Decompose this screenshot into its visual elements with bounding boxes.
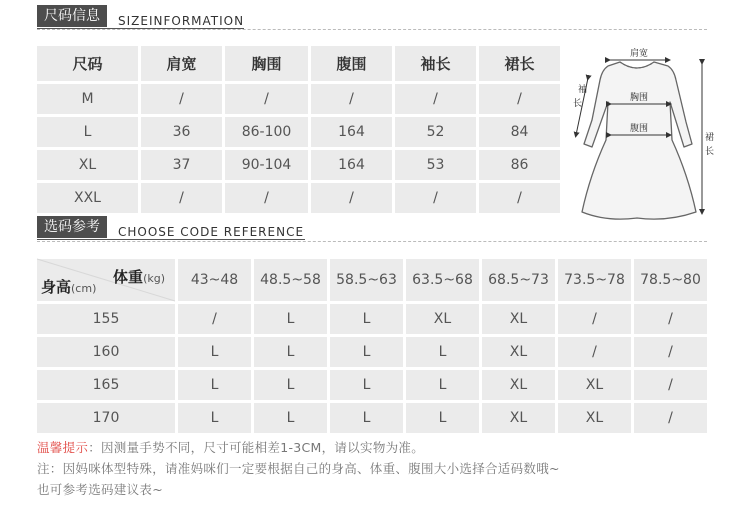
size-cell: / [479, 183, 560, 213]
diagram-sleeve-label-2: 长 [573, 99, 583, 109]
size-suggestion-cell: / [634, 337, 707, 367]
size-reference-table [34, 256, 710, 436]
height-axis-label: 身高(cm) [41, 278, 97, 296]
size-suggestion-cell: XL [482, 337, 555, 367]
size-suggestion-cell: XL [406, 304, 479, 334]
table-row [37, 304, 707, 334]
size-suggestion-cell: / [634, 304, 707, 334]
size-suggestion-cell: XL [558, 403, 631, 433]
size-cell: 37 [141, 150, 222, 180]
weight-range-cell: 48.5~58 [254, 259, 327, 301]
size-suggestion-cell: L [330, 304, 403, 334]
size-suggestion-cell: / [558, 337, 631, 367]
weight-range-cell: 43~48 [178, 259, 251, 301]
size-header-cell: 袖长 [395, 46, 476, 81]
size-cell: 84 [479, 117, 560, 147]
weight-range-cell: 68.5~73 [482, 259, 555, 301]
note-line-1: 注：因妈咪体型特殊，请准妈咪们一定要根据自己的身高、体重、腹围大小选择合适码数哦~ [37, 461, 560, 476]
size-suggestion-cell: L [178, 337, 251, 367]
size-suggestion-cell: / [558, 304, 631, 334]
weight-height-corner-cell [37, 259, 175, 301]
note-line-2: 也可参考选码建议表~ [37, 482, 163, 497]
size-suggestion-cell: XL [482, 403, 555, 433]
reference-header-row [37, 259, 707, 301]
weight-axis-label: 体重(kg) [113, 268, 165, 286]
size-suggestion-cell: L [406, 337, 479, 367]
size-suggestion-cell: XL [482, 370, 555, 400]
choose-code-header [37, 216, 707, 240]
size-suggestion-cell: L [330, 370, 403, 400]
size-suggestion-cell: / [178, 304, 251, 334]
size-cell: / [311, 183, 392, 213]
size-table [34, 43, 563, 216]
size-cell: 86-100 [225, 117, 308, 147]
height-cell: 165 [37, 370, 175, 400]
size-header-cell: 胸围 [225, 46, 308, 81]
height-cell: 155 [37, 304, 175, 334]
height-cell: 160 [37, 337, 175, 367]
tip-text: ：因测量手势不同，尺寸可能相差1-3CM，请以实物为准。 [88, 440, 425, 455]
weight-range-cell: 73.5~78 [558, 259, 631, 301]
diagram-length-label-1: 裙 [705, 133, 715, 143]
size-cell: / [225, 183, 308, 213]
size-cell: 86 [479, 150, 560, 180]
size-info-english-title: SIZEINFORMATION [118, 14, 245, 28]
size-table-header-row [37, 46, 560, 81]
divider-top [37, 29, 707, 30]
size-suggestion-cell: L [254, 304, 327, 334]
choose-code-rule [37, 239, 305, 240]
size-cell: 164 [311, 117, 392, 147]
notes-block [37, 437, 560, 500]
diagram-waist-label: 腹围 [630, 124, 649, 134]
size-cell: XL [37, 150, 138, 180]
tip-line [37, 437, 560, 458]
table-row [37, 117, 560, 147]
size-header-cell: 肩宽 [141, 46, 222, 81]
size-cell: L [37, 117, 138, 147]
size-cell: / [395, 183, 476, 213]
size-cell: 36 [141, 117, 222, 147]
dress-outline [582, 62, 696, 219]
size-cell: M [37, 84, 138, 114]
table-row [37, 403, 707, 433]
size-cell: / [141, 183, 222, 213]
size-suggestion-cell: L [178, 370, 251, 400]
diagram-shoulder-label: 肩宽 [630, 49, 649, 59]
size-suggestion-cell: / [634, 403, 707, 433]
size-info-header [37, 5, 707, 29]
size-cell: 52 [395, 117, 476, 147]
weight-range-cell: 63.5~68 [406, 259, 479, 301]
dress-measurement-diagram [562, 40, 715, 225]
weight-range-cell: 78.5~80 [634, 259, 707, 301]
height-cell: 170 [37, 403, 175, 433]
size-suggestion-cell: L [406, 370, 479, 400]
size-cell: / [225, 84, 308, 114]
size-suggestion-cell: L [254, 370, 327, 400]
size-cell: 90-104 [225, 150, 308, 180]
choose-code-tag: 选码参考 [37, 216, 107, 238]
table-row [37, 84, 560, 114]
size-suggestion-cell: L [330, 403, 403, 433]
table-row [37, 183, 560, 213]
size-cell: / [311, 84, 392, 114]
choose-code-english-title: CHOOSE CODE REFERENCE [118, 225, 305, 239]
size-suggestion-cell: L [254, 337, 327, 367]
size-header-cell: 裙长 [479, 46, 560, 81]
diagram-length-label-2: 长 [705, 147, 715, 157]
size-cell: / [395, 84, 476, 114]
size-header-cell: 尺码 [37, 46, 138, 81]
table-row [37, 150, 560, 180]
size-suggestion-cell: XL [482, 304, 555, 334]
size-cell: XXL [37, 183, 138, 213]
table-row [37, 370, 707, 400]
divider-middle [37, 241, 707, 242]
size-suggestion-cell: L [330, 337, 403, 367]
diagram-bust-label: 胸围 [630, 93, 649, 103]
size-suggestion-cell: L [406, 403, 479, 433]
weight-range-cell: 58.5~63 [330, 259, 403, 301]
tip-label: 温馨提示 [37, 440, 89, 455]
diagram-sleeve-label-1: 袖 [578, 85, 588, 95]
size-info-tag: 尺码信息 [37, 5, 107, 27]
size-suggestion-cell: L [178, 403, 251, 433]
size-suggestion-cell: XL [558, 370, 631, 400]
size-header-cell: 腹围 [311, 46, 392, 81]
table-row [37, 337, 707, 367]
size-suggestion-cell: / [634, 370, 707, 400]
size-cell: 53 [395, 150, 476, 180]
size-cell: / [479, 84, 560, 114]
size-suggestion-cell: L [254, 403, 327, 433]
size-cell: / [141, 84, 222, 114]
size-cell: 164 [311, 150, 392, 180]
